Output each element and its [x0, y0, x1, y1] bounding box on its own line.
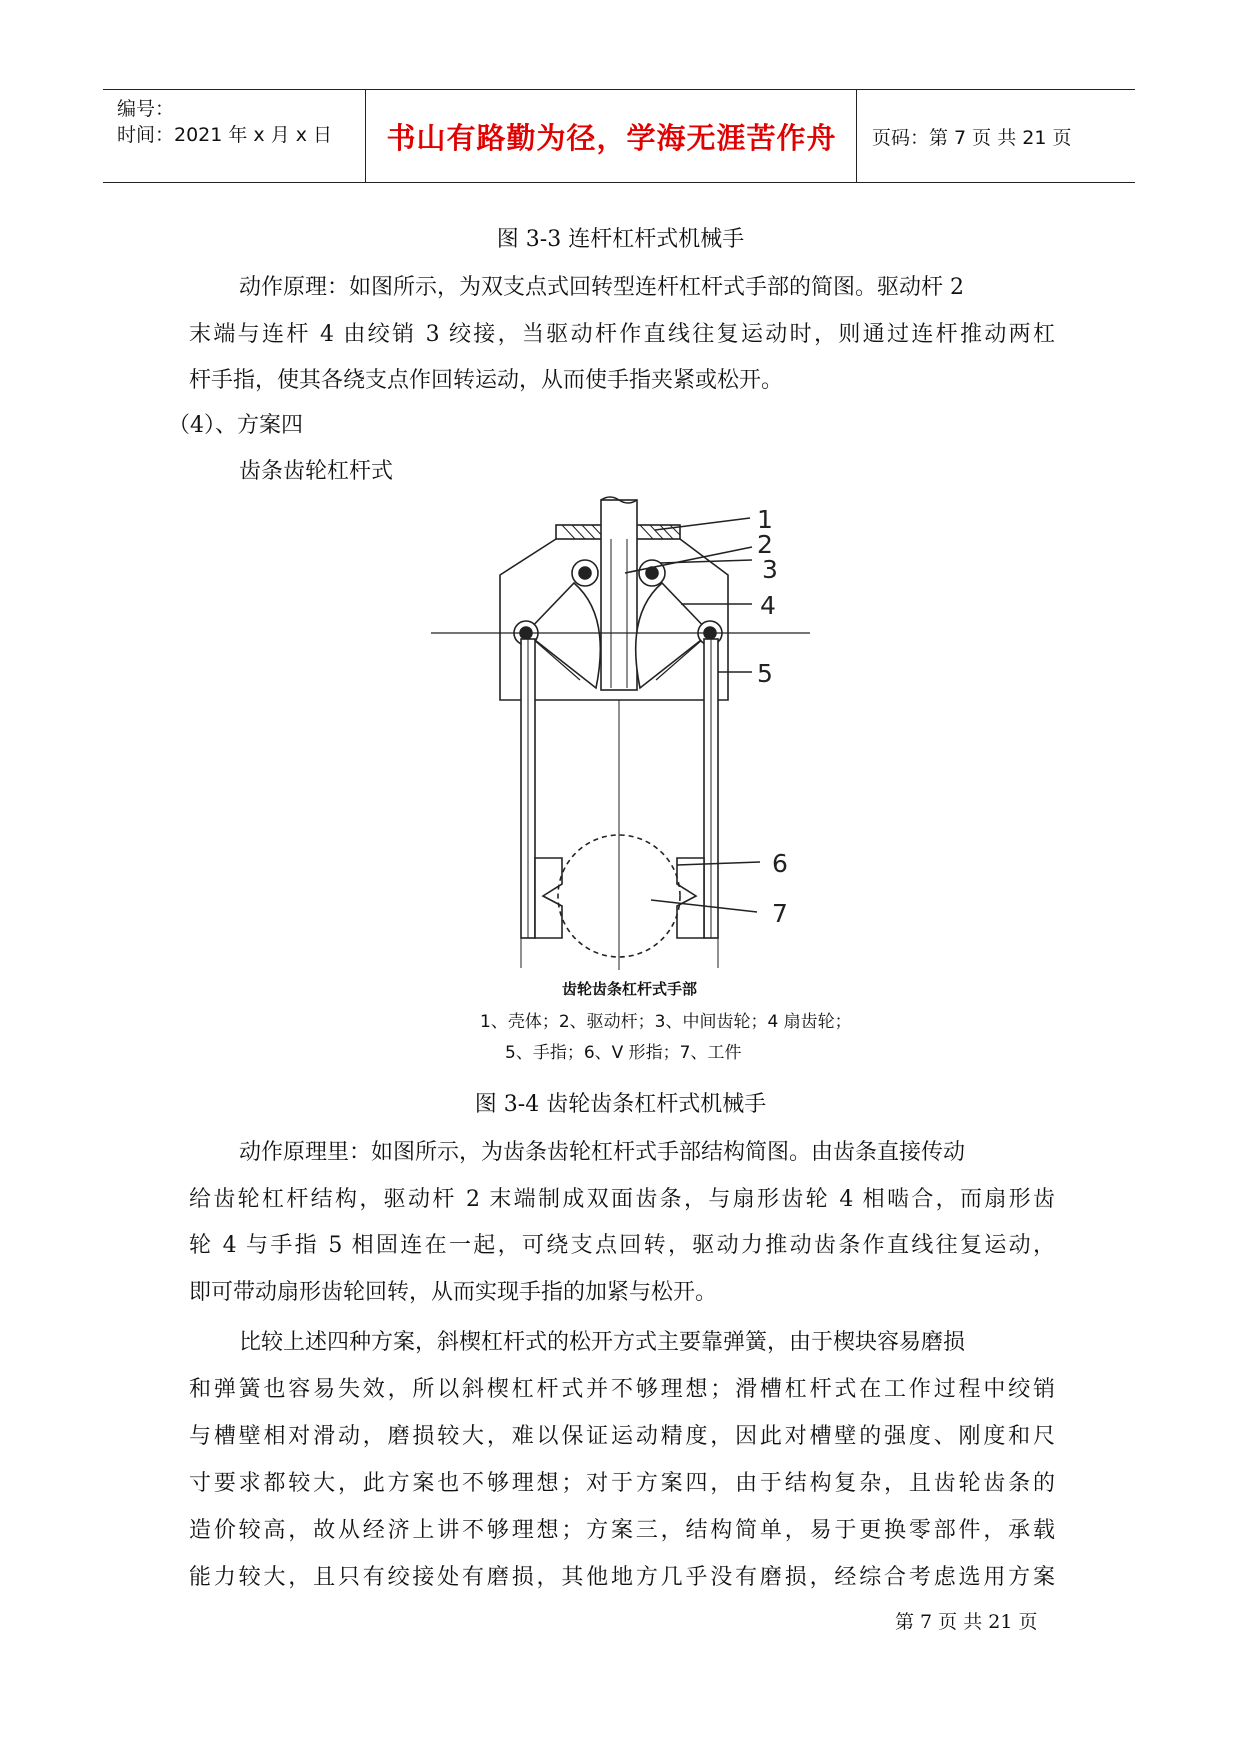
paragraph-line: 即可带动扇形齿轮回转，从而实现手指的加紧与松开。 [189, 1280, 718, 1305]
paragraph-line: 比较上述四种方案，斜楔杠杆式的松开方式主要靠弹簧，由于楔块容易磨损 [239, 1330, 966, 1355]
drive-rod [601, 500, 637, 690]
figure-legend-line-2: 5、手指；6、V 形指；7、工件 [505, 1043, 742, 1063]
paragraph-line: 寸要求都较大，此方案也不够理想；对于方案四，由于结构复杂，且齿轮齿条的 [189, 1471, 1055, 1496]
callout-label-1: 1 [757, 505, 773, 534]
paragraph-line: 动作原理里：如图所示，为齿条齿轮杠杆式手部结构简图。由齿条直接传动 [239, 1140, 966, 1165]
paragraph-line: 能力较大，且只有绞接处有磨损，其他地方几乎没有磨损，经综合考虑选用方案 [189, 1565, 1055, 1590]
paragraph-line: 动作原理：如图所示，为双支点式回转型连杆杠杆式手部的简图。驱动杆 2 [239, 275, 964, 300]
figure-caption-3-4: 图 3-4 齿轮齿条杠杆式机械手 [474, 1092, 767, 1117]
figure-legend-title: 齿轮齿条杠杆式手部 [562, 980, 698, 998]
v-finger-right [677, 858, 704, 938]
paragraph-line: 杆手指，使其各绕支点作回转运动，从而使手指夹紧或松开。 [189, 368, 784, 393]
subsection-title: 齿条齿轮杠杆式 [239, 459, 394, 484]
page-footer: 第 7 页 共 21 页 [895, 1611, 1038, 1633]
header-page-label: 页码：第 7 页 共 21 页 [872, 126, 1072, 149]
section-title: （4）、方案四 [168, 413, 303, 438]
callout-label-6: 6 [772, 849, 788, 878]
header-motto: 书山有路勤为径，学海无涯苦作舟 [386, 120, 837, 155]
callout-label-2: 2 [757, 530, 773, 559]
paragraph-line: 给齿轮杠杆结构，驱动杆 2 末端制成双面齿条，与扇形齿轮 4 相啮合，而扇形齿 [189, 1187, 1055, 1212]
figure-caption-3-3: 图 3-3 连杆杠杆式机械手 [496, 227, 745, 252]
paragraph-line: 轮 4 与手指 5 相固连在一起，可绕支点回转，驱动力推动齿条作直线往复运动， [189, 1233, 1055, 1258]
callout-label-4: 4 [760, 591, 776, 620]
callout-label-7: 7 [772, 899, 788, 928]
paragraph-line: 造价较高，故从经济上讲不够理想；方案三，结构简单，易于更换零部件，承载 [189, 1518, 1055, 1543]
paragraph-line: 末端与连杆 4 由绞销 3 绞接，当驱动杆作直线往复运动时，则通过连杆推动两杠 [189, 322, 1055, 347]
callout-label-3: 3 [762, 555, 778, 584]
paragraph-line: 与槽壁相对滑动，磨损较大，难以保证运动精度，因此对槽壁的强度、刚度和尺 [189, 1424, 1055, 1449]
figure-legend-line-1: 1、壳体；2、驱动杆；3、中间齿轮；4 扇齿轮； [480, 1012, 852, 1032]
document-number-label: 编号： [117, 98, 175, 120]
paragraph-line: 和弹簧也容易失效，所以斜楔杠杆式并不够理想；滑槽杠杆式在工作过程中绞销 [189, 1377, 1055, 1402]
callout-label-5: 5 [757, 659, 773, 688]
document-time-label: 时间：2021 年 x 月 x 日 [117, 124, 333, 146]
